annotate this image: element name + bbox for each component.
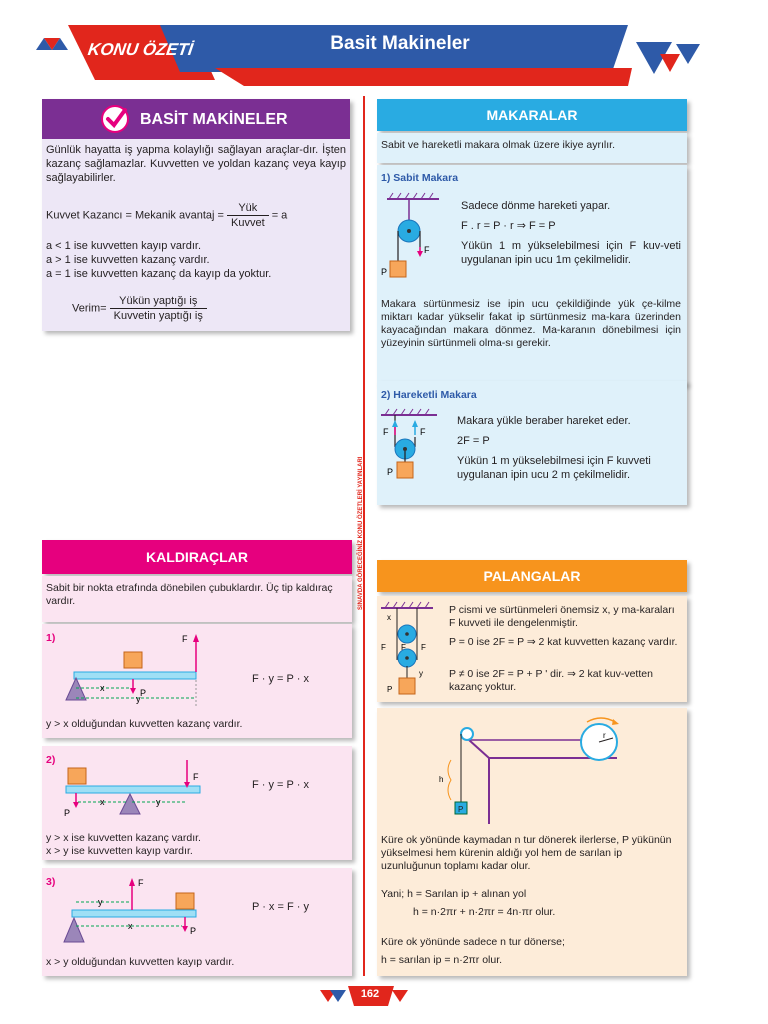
svg-text:x: x (100, 683, 105, 693)
rule-item: a < 1 ise kuvvetten kayıp vardır. (46, 240, 201, 252)
page-title: Basit Makineler (330, 33, 470, 54)
makaralar-intro: Sabit ve hareketli makara olmak üzere ikiye ayrılır. (377, 133, 687, 163)
svg-text:P: P (190, 926, 197, 936)
svg-text:h: h (439, 775, 444, 784)
kaldiraclar-header: KALDIRAÇLAR (42, 540, 352, 574)
svg-text:P: P (387, 685, 393, 694)
svg-text:P: P (387, 467, 394, 477)
makaralar-header: MAKARALAR (377, 99, 687, 131)
svg-text:F: F (383, 427, 389, 437)
svg-text:F: F (381, 643, 386, 652)
basit-title: BASİT MAKİNELER (140, 111, 288, 128)
page-number: 162 (360, 988, 380, 1000)
svg-text:F: F (421, 643, 426, 652)
advantage-rules (46, 239, 346, 281)
lever-2-box: 2) P F x y F · y = P · x y > x ise kuvvetten kazanç vardır. x > y ise kuvvetten kayıp vardır. (42, 746, 352, 860)
svg-text:x: x (100, 797, 105, 807)
load-label: P (381, 267, 388, 277)
hareketli-makara-box: 2) Hareketli Makara F F P Makara yükle beraber hareket eder. 2F = P Yükün 1 m yükselebilmesi için F kuvveti uygulanan ipin ucu 2 m çekilmelidir. (377, 381, 687, 505)
sphere-rope-diagram (417, 712, 657, 824)
svg-text:y: y (419, 669, 423, 678)
lever-3-box: 3) F P y x P · x = F · y x > y olduğundan kuvvetten kayıp vardır. (42, 868, 352, 976)
svg-text:y: y (98, 897, 103, 907)
svg-text:x: x (128, 921, 133, 931)
svg-text:F: F (420, 427, 426, 437)
rule-item: a = 1 ise kuvvetten kazanç da kayıp da yoktur. (46, 268, 272, 280)
svg-text:r: r (603, 731, 606, 740)
basit-header (42, 99, 350, 139)
side-text: SINAVDA GÖRECEĞİNİZ KONU ÖZETLERİ YAYINLARI (358, 456, 364, 610)
palangalar-header: PALANGALAR (377, 560, 687, 592)
basit-intro: Günlük hayatta iş yapma kolaylığı sağlayan araçlar-dır. İşten kazanç sağlamazlar. Kuvvetten ve yoldan kazanç veya kayıp sağlayabilirler. (46, 144, 346, 184)
kure-box: r P h Küre ok yönünde kaymadan n tur dönerek ilerlerse, P yükünün yükselmesi hem kürenin aldığı yol hem de sarılan ip uzunluğunun toplamı kadar olur. Yani; h = Sarılan ip + alınan yol h = n·2πr + n·2πr = 4n·πr olur. Küre ok yönünde sadece n tur dönerse; h = sarılan ip = n·2πr olur. (377, 708, 687, 976)
mechanical-advantage-formula: Kuvvet Kazancı = Mekanik avantaj = $\frac{\text{Yük}}{\text{Kuvvet}}$ = a (46, 202, 288, 229)
summary-label: KONU ÖZETİ (86, 40, 195, 59)
hareketli-title: 2) Hareketli Makara (381, 389, 477, 401)
svg-text:P: P (64, 808, 71, 818)
kaldiraclar-section (42, 540, 352, 978)
sabit-makara-box: 1) Sabit Makara F P Sadece dönme hareketi yapar. F . r = P · r ⇒ F = P Yükün 1 m yükselebilmesi için F kuv-veti uygulanan ipin ucu 1m çekilmelidir. Makara sürtünmesiz ise ipin ucu çekildiğinde yük çe-kilme miktarı kadar yükselir fakat ip sürtünmesiz ma-kara üzerinden kayacağından makara dönmez. Ma-karanın dönebilmesi için yüzeyinin sürtünmeli olma-sı gerekir. (377, 165, 687, 385)
lever-3-diagram (62, 872, 232, 950)
lever-2-diagram (62, 750, 232, 830)
block-tackle-diagram (379, 600, 441, 700)
svg-text:y: y (136, 694, 141, 704)
svg-text:F: F (138, 878, 144, 888)
rule-item: a > 1 ise kuvvetten kazanç vardır. (46, 254, 210, 266)
check-icon (100, 104, 132, 134)
makaralar-section (377, 99, 687, 509)
sabit-title: 1) Sabit Makara (381, 172, 459, 184)
svg-text:F: F (193, 772, 199, 782)
svg-text:x: x (387, 613, 391, 622)
kaldiraclar-intro: Sabit bir nokta etrafında dönebilen çubuklardır. Üç tip kaldıraç vardır. (42, 576, 352, 622)
fixed-pulley-diagram (379, 189, 449, 281)
svg-text:F: F (182, 634, 188, 644)
palanga-box: x F F F y P P cismi ve sürtünmeleri önemsiz x, y ma-karaları F kuvveti ile dengelenmiştir. P = 0 ise 2F = P ⇒ 2 kat kuvvetten kazanç vardır. P ≠ 0 ise 2F = P + P ' dir. ⇒ 2 kat kuv-vetten kazanç yoktur. (377, 596, 687, 702)
lever-1-box: 1) P F x y F · y = P · x y > x olduğundan kuvvetten kazanç vardır. (42, 624, 352, 738)
lever-1-diagram (62, 630, 232, 710)
svg-text:P: P (140, 688, 147, 698)
palangalar-section (377, 560, 687, 976)
basit-makineler-box (42, 99, 350, 331)
svg-text:F: F (401, 643, 406, 652)
svg-text:y: y (156, 797, 161, 807)
efficiency-formula: Verim= $\frac{\text{Yükün yaptığı iş}}{\text{Kuvvetin yaptığı iş}}$ (72, 294, 342, 323)
movable-pulley-diagram (379, 407, 449, 499)
force-label: F (424, 245, 430, 255)
svg-text:P: P (458, 805, 464, 814)
